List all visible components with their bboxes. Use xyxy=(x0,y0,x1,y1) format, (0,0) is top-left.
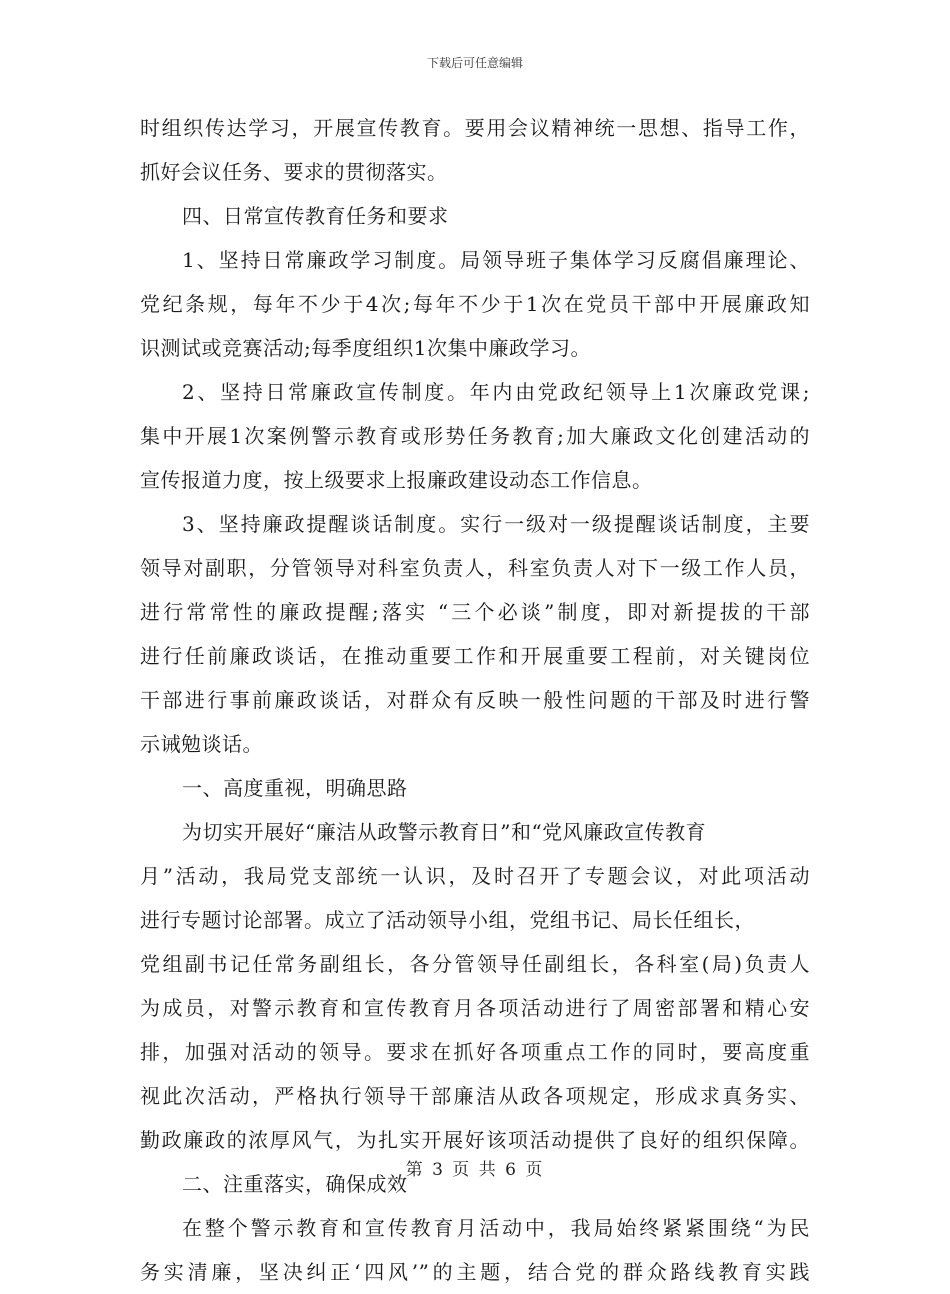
text-line: 3、坚持廉政提醒谈话制度。实行一级对一级提醒谈话制度，主要 xyxy=(182,512,810,536)
text-line: 党组副书记任常务副组长，各分管领导任副组长，各科室(局)负责人 xyxy=(140,952,810,976)
text-line: 1、坚持日常廉政学习制度。局领导班子集体学习反腐倡廉理论、 xyxy=(182,248,810,272)
text-line: 一、高度重视，明确思路 xyxy=(182,776,408,800)
text-line: 识测试或竞赛活动;每季度组织1次集中廉政学习。 xyxy=(140,336,591,360)
text-line: 二、注重落实，确保成效 xyxy=(182,1172,408,1196)
text-line: 党纪条规，每年不少于4次;每年不少于1次在党员干部中开展廉政知 xyxy=(140,292,810,316)
text-line: 四、日常宣传教育任务和要求 xyxy=(182,204,449,228)
page-header: 下载后可任意编辑 xyxy=(426,56,523,70)
text-line: 为成员，对警示教育和宣传教育月各项活动进行了周密部署和精心安 xyxy=(140,996,810,1020)
text-line: 在整个警示教育和宣传教育月活动中，我局始终紧紧围绕“为民 xyxy=(182,1216,810,1240)
text-line: 领导对副职，分管领导对科室负责人，科室负责人对下一级工作人员， xyxy=(140,556,810,580)
text-line: 宣传报道力度，按上级要求上报廉政建设动态工作信息。 xyxy=(140,468,653,492)
page-number: 第 3 页 共 6 页 xyxy=(405,1160,545,1180)
text-line: 抓好会议任务、要求的贯彻落实。 xyxy=(140,160,448,184)
text-line: 进行专题讨论部署。成立了活动领导小组，党组书记、局长任组长， xyxy=(140,908,755,932)
text-line: 排，加强对活动的领导。要求在抓好各项重点工作的同时，要高度重 xyxy=(140,1040,810,1064)
text-line: 进行常常性的廉政提醒;落实 “三个必谈”制度，即对新提拔的干部 xyxy=(140,600,810,624)
text-line: 示诫勉谈话。 xyxy=(140,732,263,756)
text-line: 干部进行事前廉政谈话，对群众有反映一般性问题的干部及时进行警 xyxy=(140,688,810,712)
text-line: 集中开展1次案例警示教育或形势任务教育;加大廉政文化创建活动的 xyxy=(140,424,810,448)
text-line: 时组织传达学习，开展宣传教育。要用会议精神统一思想、指导工作， xyxy=(140,116,810,140)
text-line: 为切实开展好“廉洁从政警示教育日”和“党风廉政宣传教育 xyxy=(182,820,707,844)
text-line: 勤政廉政的浓厚风气，为扎实开展好该项活动提供了良好的组织保障。 xyxy=(140,1128,810,1152)
text-line: 月”活动，我局党支部统一认识，及时召开了专题会议，对此项活动 xyxy=(140,864,810,888)
text-line: 务实清廉，坚决纠正‘四风’”的主题，结合党的群众路线教育实践 xyxy=(140,1260,810,1284)
text-line: 2、坚持日常廉政宣传制度。年内由党政纪领导上1次廉政党课; xyxy=(182,380,810,404)
text-line: 进行任前廉政谈话，在推动重要工作和开展重要工程前，对关键岗位 xyxy=(140,644,810,668)
text-line: 视此次活动，严格执行领导干部廉洁从政各项规定，形成求真务实、 xyxy=(140,1084,810,1108)
document-body xyxy=(140,106,810,1294)
